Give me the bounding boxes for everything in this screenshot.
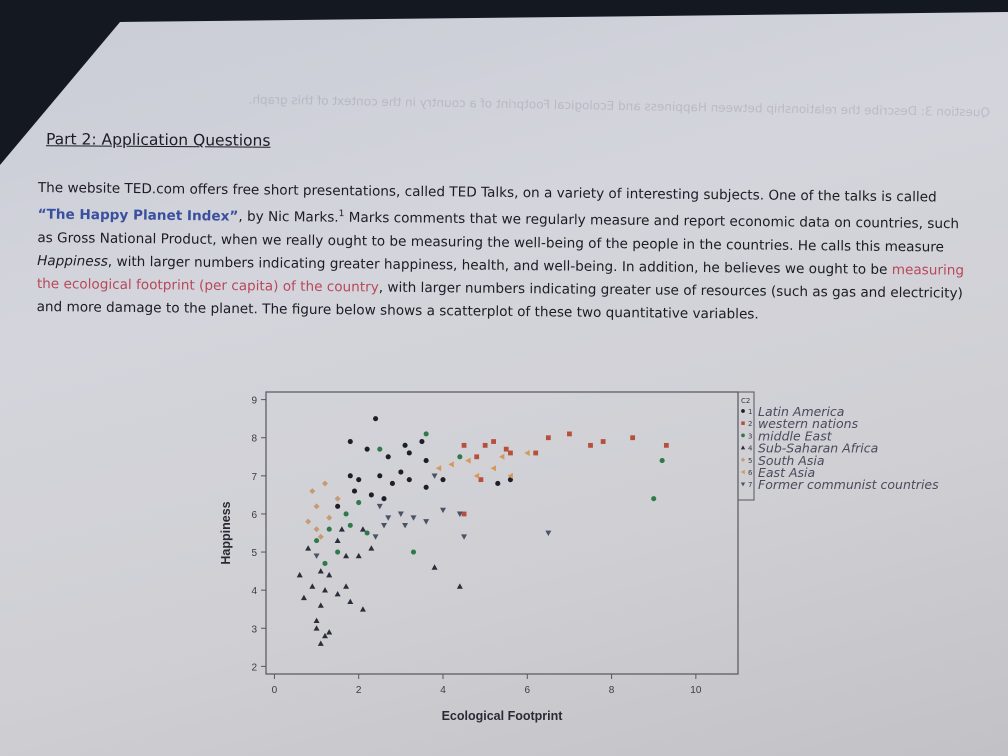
data-point [369, 492, 374, 497]
legend-code: 4 [748, 444, 753, 453]
data-point [664, 443, 669, 448]
data-point [335, 591, 341, 596]
legend [738, 392, 939, 500]
data-point [499, 454, 504, 460]
data-point [314, 618, 320, 623]
data-point [381, 523, 387, 528]
data-point [318, 602, 324, 607]
y-tick-label: 3 [251, 624, 257, 636]
legend-code: 1 [748, 408, 753, 416]
data-point [462, 443, 467, 448]
data-point [491, 439, 496, 444]
data-point [365, 447, 370, 452]
intro-paragraph [37, 177, 978, 329]
data-point [436, 465, 441, 471]
data-point [588, 443, 593, 448]
data-point [348, 439, 353, 444]
legend-marker [741, 482, 745, 486]
data-point [305, 519, 311, 525]
legend-marker [741, 409, 745, 413]
data-point [411, 550, 416, 555]
data-point [533, 451, 538, 456]
data-point [461, 534, 467, 539]
data-point [403, 443, 408, 448]
data-point [483, 443, 488, 448]
y-tick-label: 6 [251, 509, 257, 521]
data-point [373, 534, 379, 539]
data-point [457, 583, 463, 588]
data-point [567, 432, 572, 437]
data-point [356, 500, 361, 505]
bleed-through-text: Question 3: Describe the relationship between Happiness and Ecological Footprint of a country in the context of this graph. [248, 92, 991, 120]
data-point [360, 526, 366, 531]
legend-handwritten-note: South Asia [758, 452, 825, 468]
data-point [495, 481, 500, 486]
data-points [297, 416, 669, 646]
data-point [381, 496, 386, 501]
data-point [424, 485, 429, 490]
data-point [348, 523, 353, 528]
data-point [339, 526, 345, 531]
data-point [448, 461, 453, 467]
x-tick-label: 6 [524, 685, 531, 696]
x-tick-label: 10 [690, 685, 702, 696]
data-point [432, 473, 438, 478]
data-point [546, 435, 551, 440]
legend-marker [741, 434, 745, 438]
highlighted-phrase: measuring the ecological footprint (per capita) of the country [36, 261, 965, 296]
data-point [651, 496, 656, 501]
data-point [318, 641, 324, 646]
data-point [335, 504, 340, 509]
legend-handwritten-note: East Asia [758, 465, 816, 480]
data-point [407, 477, 412, 482]
data-point [297, 572, 303, 577]
data-point [335, 550, 340, 555]
x-axis-label: Ecological Footprint [441, 709, 563, 723]
legend-handwritten-note: Latin America [758, 404, 845, 419]
data-point [326, 515, 332, 521]
data-point [322, 480, 328, 486]
data-point [407, 450, 412, 455]
data-point [314, 625, 320, 630]
y-axis [251, 396, 266, 674]
data-point [390, 481, 395, 486]
data-point [440, 477, 445, 482]
data-point [368, 545, 374, 550]
legend-marker [741, 458, 745, 462]
legend-handwritten-note: Former communist countries [758, 477, 939, 493]
data-point [630, 435, 635, 440]
data-point [343, 583, 349, 588]
data-point [326, 572, 332, 577]
data-point [424, 431, 429, 436]
data-point [377, 447, 382, 452]
y-tick-label: 5 [251, 548, 257, 560]
data-point [545, 531, 551, 536]
y-tick-label: 4 [251, 586, 257, 598]
data-point [309, 488, 315, 494]
data-point [419, 439, 424, 444]
data-point [504, 447, 509, 452]
paragraph-part-2: , by Nic Marks. [238, 208, 339, 226]
data-point [343, 553, 349, 558]
data-point [373, 416, 378, 421]
happiness-term: Happiness [37, 252, 108, 270]
legend-handwritten-note: middle East [758, 428, 832, 444]
data-point [347, 599, 353, 604]
y-tick-label: 7 [251, 471, 257, 483]
paragraph-part-1: The website TED.com offers free short presentations, called TED Talks, on a variety of interesting subjects. One of the talks is called [37, 179, 937, 206]
data-point [327, 527, 332, 532]
legend-code: 3 [748, 432, 753, 441]
data-point [423, 519, 429, 524]
data-point [411, 515, 417, 520]
plot-frame [266, 392, 738, 674]
data-point [465, 458, 470, 464]
data-point [508, 451, 513, 456]
data-point [322, 561, 327, 566]
paragraph-part-4: , with larger numbers indicating greater happiness, health, and well-being. In addition, he believes we ought to be [107, 253, 892, 278]
data-point [309, 583, 315, 588]
data-point [322, 587, 328, 592]
data-point [660, 458, 665, 463]
legend-code: 7 [748, 481, 753, 490]
section-heading: Part 2: Application Questions [45, 130, 271, 150]
data-point [491, 465, 496, 471]
x-tick-label: 0 [271, 685, 278, 696]
legend-marker [741, 421, 745, 425]
plot-area [219, 392, 738, 723]
data-point [318, 568, 324, 573]
data-point [314, 503, 320, 509]
legend-marker [741, 445, 745, 449]
y-tick-label: 2 [251, 662, 257, 674]
data-point [398, 469, 403, 474]
data-point [335, 538, 341, 543]
data-point [326, 629, 332, 634]
scatterplot [200, 378, 1008, 748]
data-point [398, 512, 404, 517]
data-point [432, 564, 438, 569]
x-tick-label: 8 [608, 685, 615, 696]
legend-code: 6 [748, 469, 753, 477]
legend-handwritten-note: western nations [758, 416, 859, 432]
y-axis-label: Happiness [219, 501, 233, 565]
data-point [524, 450, 529, 456]
data-point [314, 526, 320, 532]
data-point [385, 515, 391, 520]
x-axis [272, 674, 702, 696]
legend-handwritten-note: Sub-Saharan Africa [758, 440, 879, 456]
data-point [352, 489, 357, 494]
data-point [386, 454, 391, 459]
data-point [348, 473, 353, 478]
paragraph-part-5: , with larger numbers indicating greater use of resources (such as gas and electricity) and more damage to the planet. The figure below shows a scatterplot of these two quantitative variables. [36, 279, 963, 323]
x-tick-label: 4 [440, 685, 446, 696]
data-point [402, 523, 408, 528]
data-point [424, 458, 429, 463]
data-point [601, 439, 606, 444]
data-point [440, 508, 446, 513]
data-point [314, 553, 320, 558]
paragraph-part-3: Marks comments that we regularly measure and report economic data on countries, such as Gross National Product, when we really ought to be measuring the well-being of the people in the countries. He calls this measure [37, 209, 960, 256]
data-point [344, 511, 349, 516]
data-point [356, 477, 361, 482]
data-point [479, 477, 484, 482]
data-point [457, 454, 462, 459]
data-point [474, 454, 479, 459]
data-point [318, 534, 324, 540]
legend-marker [741, 470, 745, 474]
data-point [356, 553, 362, 558]
data-point [305, 545, 311, 550]
data-point [335, 496, 341, 502]
y-tick-label: 9 [251, 395, 257, 407]
data-point [360, 606, 366, 611]
data-point [301, 595, 307, 600]
y-tick-label: 8 [251, 433, 257, 445]
x-tick-label: 2 [355, 685, 362, 696]
talk-title: “The Happy Planet Index” [37, 206, 239, 225]
data-point [474, 473, 479, 479]
legend-title: C2 [741, 397, 751, 405]
footnote-marker: 1 [338, 209, 345, 220]
data-point [377, 504, 383, 509]
data-point [377, 473, 382, 478]
data-point [314, 538, 319, 543]
legend-code: 5 [748, 456, 753, 465]
legend-code: 2 [748, 420, 753, 429]
